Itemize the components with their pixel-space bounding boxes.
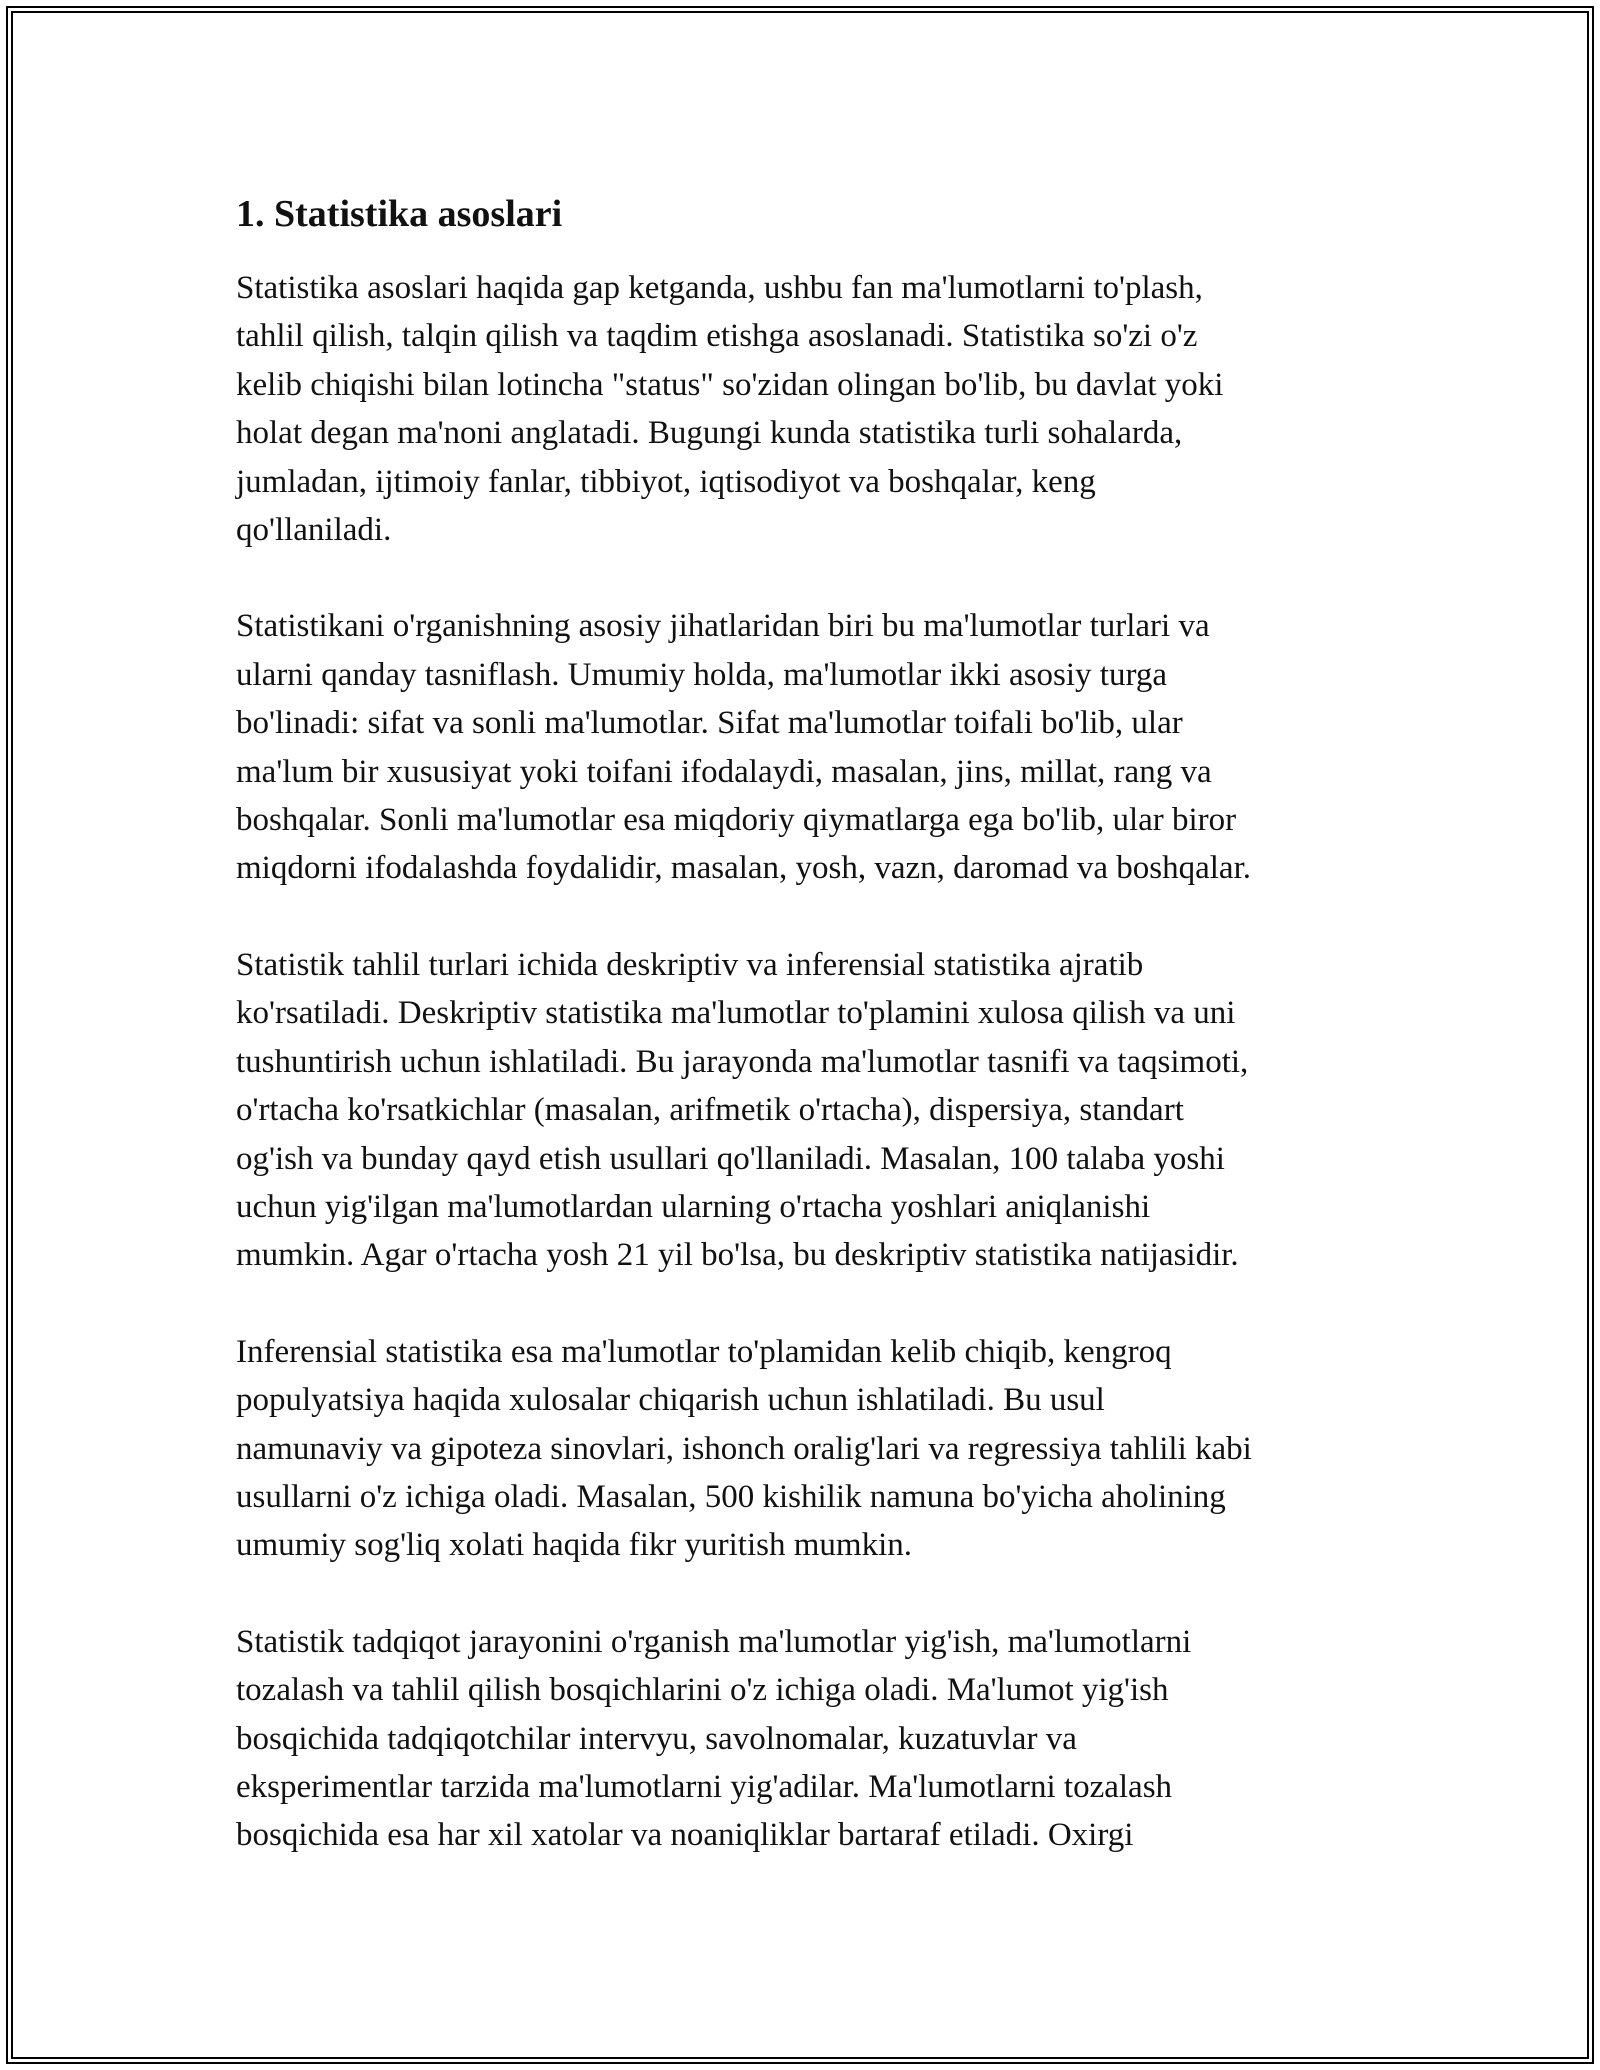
- paragraph-3: Statistik tahlil turlari ichida deskriptiv va inferensial statistika ajratib ko'rsatiladi. Deskriptiv statistika ma'lumotlar to'plamini xulosa qilish va uni tushuntirish uchun ishlatiladi. Bu jarayonda ma'lumotlar tasnifi va taqsimoti, o'rtacha ko'rsatkichlar (masalan, arifmetik o'rtacha), dispersiya, standart og'ish va bunday qayd etish usullari qo'llaniladi. Masalan, 100 talaba yoshi uchun yig'ilgan ma'lumotlardan ularning o'rtacha yoshlari aniqlanishi mumkin. Agar o'rtacha yosh 21 yil bo'lsa, bu deskriptiv statistika natijasidir.: [236, 946, 1249, 1274]
- paragraph-1: Statistika asoslari haqida gap ketganda, ushbu fan ma'lumotlarni to'plash, tahlil qilish, talqin qilish va taqdim etishga asoslanadi. Statistika so'zi o'z kelib chiqishi bilan lotincha "status" so'zidan olingan bo'lib, bu davlat yoki holat degan ma'noni anglatadi. Bugungi kunda statistika turli sohalarda, jumladan, ijtimoiy fanlar, tibbiyot, iqtisodiyot va boshqalar, keng qo'llaniladi.: [236, 270, 1224, 549]
- document-body: [236, 190, 1372, 1908]
- section-title: 1. Statistika asoslari: [236, 193, 563, 235]
- paragraph-5: Statistik tadqiqot jarayonini o'rganish ma'lumotlar yig'ish, ma'lumotlarni tozalash va tahlil qilish bosqichlarini o'z ichiga oladi. Ma'lumot yig'ish bosqichida tadqiqotchilar intervyu, savolnomalar, kuzatuvlar va eksperimentlar tarzida ma'lumotlarni yig'adilar. Ma'lumotlarni tozalash bosqichida esa har xil xatolar va noaniqliklar bartaraf etiladi. Oxirgi: [236, 1623, 1192, 1854]
- paragraph-4: Inferensial statistika esa ma'lumotlar to'plamidan kelib chiqib, kengroq populyatsiya haqida xulosalar chiqarish uchun ishlatiladi. Bu usul namunaviy va gipoteza sinovlari, ishonch oralig'lari va regressiya tahlili kabi usullarni o'z ichiga oladi. Masalan, 500 kishilik namuna bo'yicha aholining umumiy sog'liq xolati haqida fikr yuritish mumkin.: [236, 1333, 1252, 1564]
- paragraph-2: Statistikani o'rganishning asosiy jihatlaridan biri bu ma'lumotlar turlari va ularni qanday tasniflash. Umumiy holda, ma'lumotlar ikki asosiy turga bo'linadi: sifat va sonli ma'lumotlar. Sifat ma'lumotlar toifali bo'lib, ular ma'lum bir xususiyat yoki toifani ifodalaydi, masalan, jins, millat, rang va boshqalar. Sonli ma'lumotlar esa miqdoriy qiymatlarga ega bo'lib, ular biror miqdorni ifodalashda foydalidir, masalan, yosh, vazn, daromad va boshqalar.: [236, 608, 1251, 887]
